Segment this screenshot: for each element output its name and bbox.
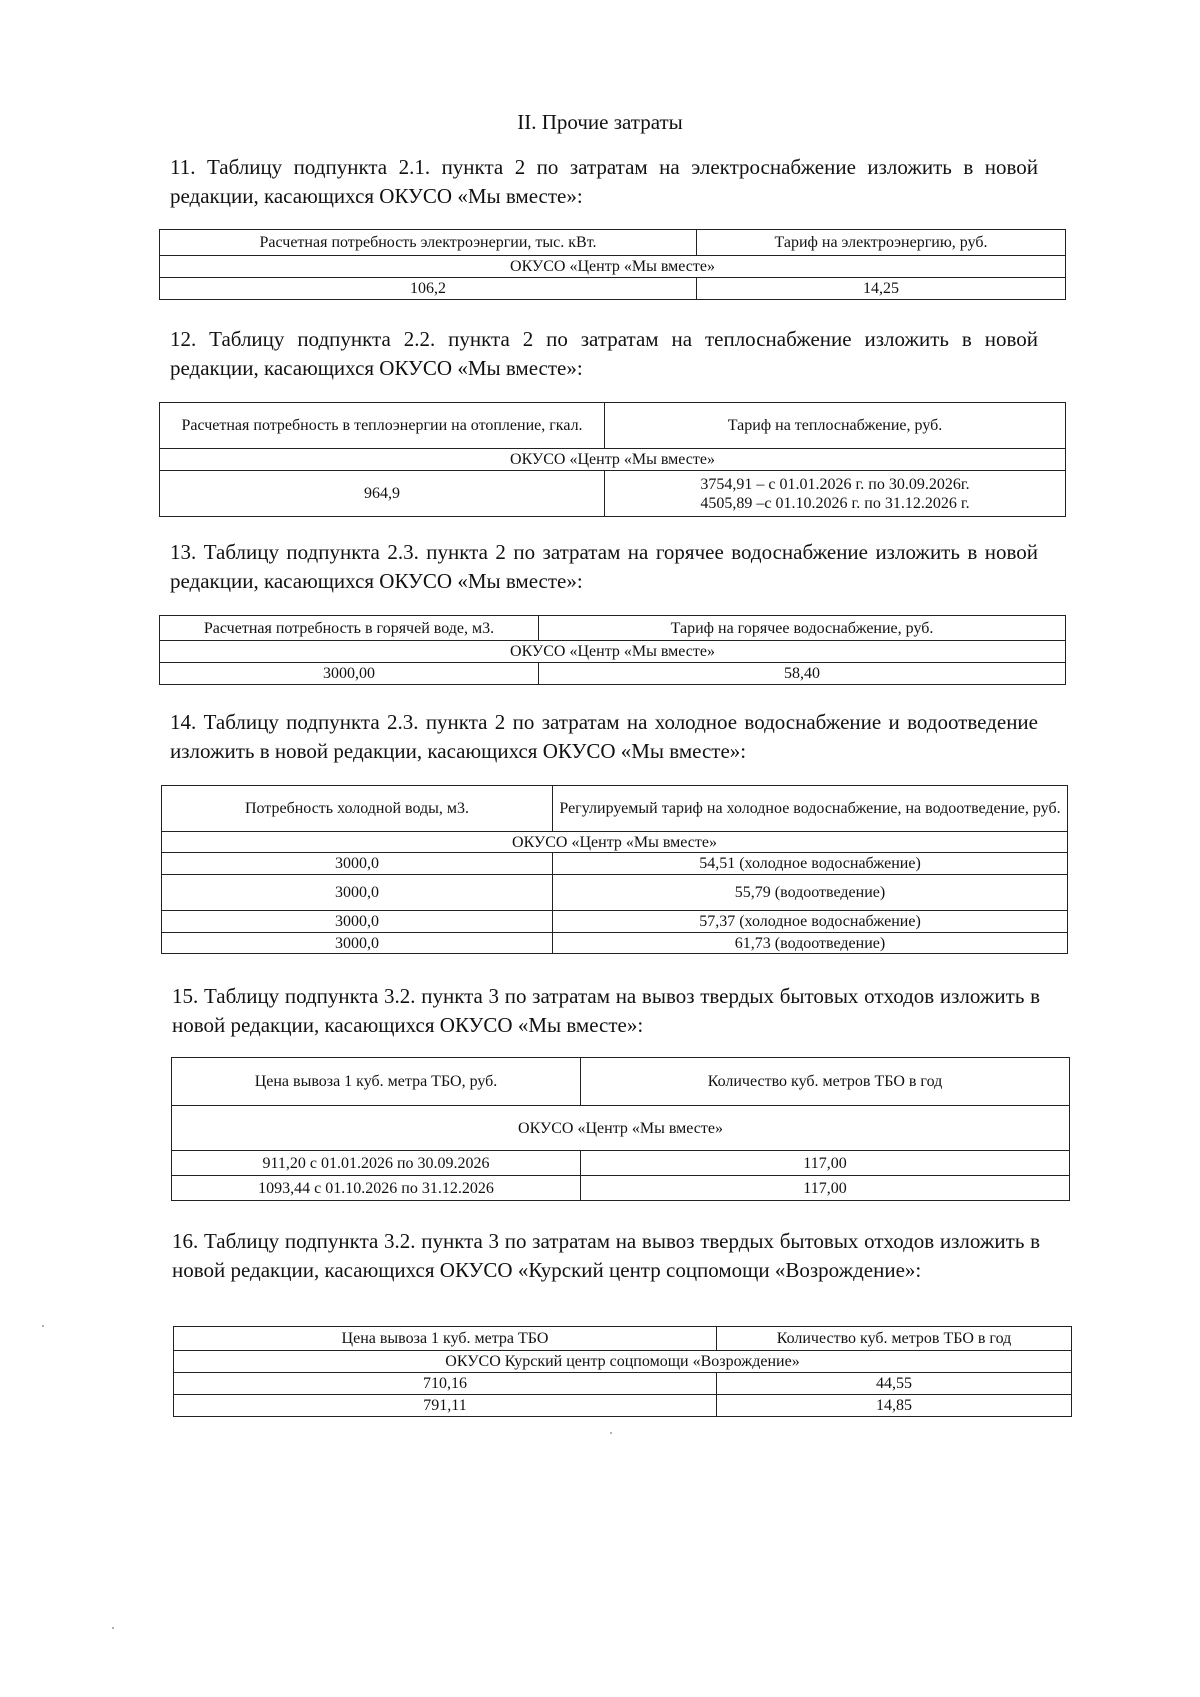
table-12	[159, 402, 1066, 517]
table-header-cell: Тариф на горячее водоснабжение, руб.	[539, 616, 1066, 641]
table-cell: 14,25	[697, 278, 1066, 300]
table-header-cell: Тариф на теплоснабжение, руб.	[605, 403, 1066, 449]
table-org-row: ОКУСО «Центр «Мы вместе»	[160, 641, 1066, 663]
table-11	[159, 229, 1066, 300]
table-14	[161, 785, 1068, 954]
table-header-cell: Цена вывоза 1 куб. метра ТБО, руб.	[172, 1058, 581, 1106]
table-cell: 117,00	[581, 1151, 1070, 1176]
table-header-cell: Расчетная потребность в горячей воде, м3.	[160, 616, 539, 641]
table-header-cell: Количество куб. метров ТБО в год	[717, 1327, 1072, 1351]
table-header-cell: Тариф на электроэнергию, руб.	[697, 230, 1066, 256]
table-header-cell: Расчетная потребность электроэнергии, тыс. кВт.	[160, 230, 697, 256]
paragraph-11: 11. Таблицу подпункта 2.1. пункта 2 по затратам на электроснабжение изложить в новой редакции, касающихся ОКУСО «Мы вместе»:	[170, 155, 1038, 208]
table-cell: 44,55	[717, 1373, 1072, 1395]
table-cell: 57,37 (холодное водоснабжение)	[553, 911, 1068, 933]
scan-speck	[42, 1325, 44, 1327]
section-title: II. Прочие затраты	[517, 110, 683, 134]
table-header-cell: Расчетная потребность в теплоэнергии на отопление, гкал.	[160, 403, 605, 449]
table-cell: 3000,00	[160, 663, 539, 685]
table-cell-multiline	[605, 471, 1066, 517]
paragraph-16: 16. Таблицу подпункта 3.2. пункта 3 по затратам на вывоз твердых бытовых отходов изложить в новой редакции, касающихся ОКУСО «Курский центр соцпомощи «Возрождение»:	[172, 1229, 1040, 1282]
table-header-cell: Потребность холодной воды, м3.	[162, 786, 553, 832]
table-15	[171, 1057, 1070, 1201]
table-cell: 106,2	[160, 278, 697, 300]
table-header-cell: Цена вывоза 1 куб. метра ТБО	[174, 1327, 717, 1351]
paragraph-15: 15. Таблицу подпункта 3.2. пункта 3 по затратам на вывоз твердых бытовых отходов изложить в новой редакции, касающихся ОКУСО «Мы вместе»:	[172, 984, 1040, 1037]
table-cell: 791,11	[174, 1395, 717, 1417]
table-cell: 1093,44 с 01.10.2026 по 31.12.2026	[172, 1176, 581, 1201]
scan-speck	[112, 1627, 114, 1629]
tariff-line: 3754,91 – с 01.01.2026 г. по 30.09.2026г.	[700, 475, 970, 493]
table-org-row: ОКУСО «Центр «Мы вместе»	[172, 1106, 1070, 1151]
table-org-row: ОКУСО «Центр «Мы вместе»	[160, 256, 1066, 278]
table-cell: 14,85	[717, 1395, 1072, 1417]
table-cell: 55,79 (водоотведение)	[553, 875, 1068, 911]
table-cell: 3000,0	[162, 853, 553, 875]
table-cell: 710,16	[174, 1373, 717, 1395]
table-16	[173, 1326, 1072, 1417]
table-13	[159, 615, 1066, 685]
table-header-cell: Количество куб. метров ТБО в год	[581, 1058, 1070, 1106]
table-org-row: ОКУСО «Центр «Мы вместе»	[160, 449, 1066, 471]
table-cell: 58,40	[539, 663, 1066, 685]
table-org-row: ОКУСО Курский центр соцпомощи «Возрождение»	[174, 1351, 1072, 1373]
table-header-cell: Регулируемый тариф на холодное водоснабжение, на водоотведение, руб.	[553, 786, 1068, 832]
table-cell: 964,9	[160, 471, 605, 517]
paragraph-12: 12. Таблицу подпункта 2.2. пункта 2 по затратам на теплоснабжение изложить в новой редакции, касающихся ОКУСО «Мы вместе»:	[170, 327, 1038, 380]
table-cell: 54,51 (холодное водоснабжение)	[553, 853, 1068, 875]
table-cell: 3000,0	[162, 911, 553, 933]
table-cell: 3000,0	[162, 933, 553, 954]
table-cell: 911,20 с 01.01.2026 по 30.09.2026	[172, 1151, 581, 1176]
paragraph-14: 14. Таблицу подпункта 2.3. пункта 2 по затратам на холодное водоснабжение и водоотведение изложить в новой редакции, касающихся ОКУСО «Мы вместе»:	[170, 710, 1038, 763]
table-org-row: ОКУСО «Центр «Мы вместе»	[162, 832, 1068, 853]
paragraph-13: 13. Таблицу подпункта 2.3. пункта 2 по затратам на горячее водоснабжение изложить в новой редакции, касающихся ОКУСО «Мы вместе»:	[170, 540, 1038, 593]
table-cell: 117,00	[581, 1176, 1070, 1201]
table-cell: 3000,0	[162, 875, 553, 911]
scan-speck	[610, 1432, 612, 1434]
tariff-line: 4505,89 –с 01.10.2026 г. по 31.12.2026 г.	[700, 494, 970, 512]
table-cell: 61,73 (водоотведение)	[553, 933, 1068, 954]
